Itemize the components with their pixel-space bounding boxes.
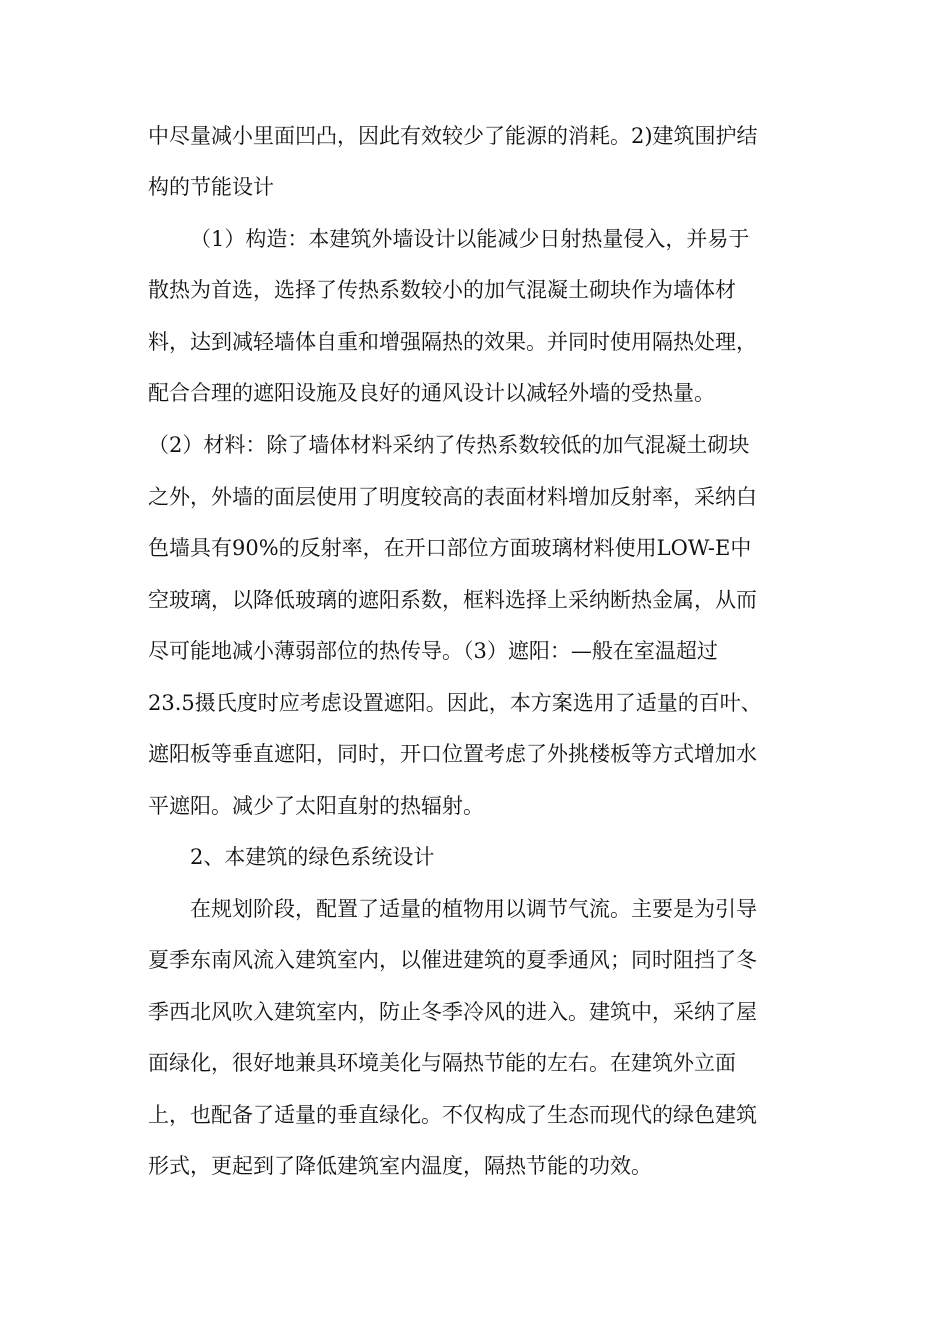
text-line: 中尽量减小里面凹凸，因此有效较少了能源的消耗。2)建筑围护结	[148, 124, 758, 148]
text-line: 在规划阶段，配置了适量的植物用以调节气流。主要是为引导	[190, 897, 757, 921]
text-line: 形式，更起到了降低建筑室内温度，隔热节能的功效。	[148, 1154, 652, 1178]
text-line: 构的节能设计	[148, 175, 274, 199]
text-line: 之外，外墙的面层使用了明度较高的表面材料增加反射率，采纳白	[148, 485, 757, 509]
text-line: 尽可能地减小薄弱部位的热传导。（3）遮阳：—般在室温超过	[148, 639, 718, 663]
text-line: 夏季东南风流入建筑室内，以催进建筑的夏季通风；同时阻挡了冬	[148, 948, 757, 972]
text-line: （2）材料：除了墙体材料采纳了传热系数较低的加气混凝土砌块	[148, 433, 750, 457]
text-line: 遮阳板等垂直遮阳，同时，开口位置考虑了外挑楼板等方式增加水	[148, 742, 757, 766]
text-line: 平遮阳。减少了太阳直射的热辐射。	[148, 794, 484, 818]
text-line: 季西北风吹入建筑室内，防止冬季冷风的进入。建筑中，采纳了屋	[148, 1000, 757, 1024]
text-line: 料，达到减轻墙体自重和增强隔热的效果。并同时使用隔热处理，	[148, 330, 757, 354]
text-line: （1）构造：本建筑外墙设计以能减少日射热量侵入，并易于	[190, 227, 750, 251]
text-line: 空玻璃，以降低玻璃的遮阳系数，框料选择上采纳断热金属，从而	[148, 588, 757, 612]
text-line: 配合合理的遮阳设施及良好的通风设计以减轻外墙的受热量。	[148, 381, 715, 405]
section-heading: 2、本建筑的绿色系统设计	[190, 845, 435, 869]
text-line: 面绿化，很好地兼具环境美化与隔热节能的左右。在建筑外立面	[148, 1051, 736, 1075]
text-line: 散热为首选，选择了传热系数较小的加气混凝土砌块作为墙体材	[148, 278, 736, 302]
text-line: 色墙具有90%的反射率，在开口部位方面玻璃材料使用LOW-E中	[148, 536, 752, 560]
text-line: 23.5摄氏度时应考虑设置遮阳。因此，本方案选用了适量的百叶、	[148, 691, 762, 715]
text-line: 上，也配备了适量的垂直绿化。不仅构成了生态而现代的绿色建筑	[148, 1103, 757, 1127]
